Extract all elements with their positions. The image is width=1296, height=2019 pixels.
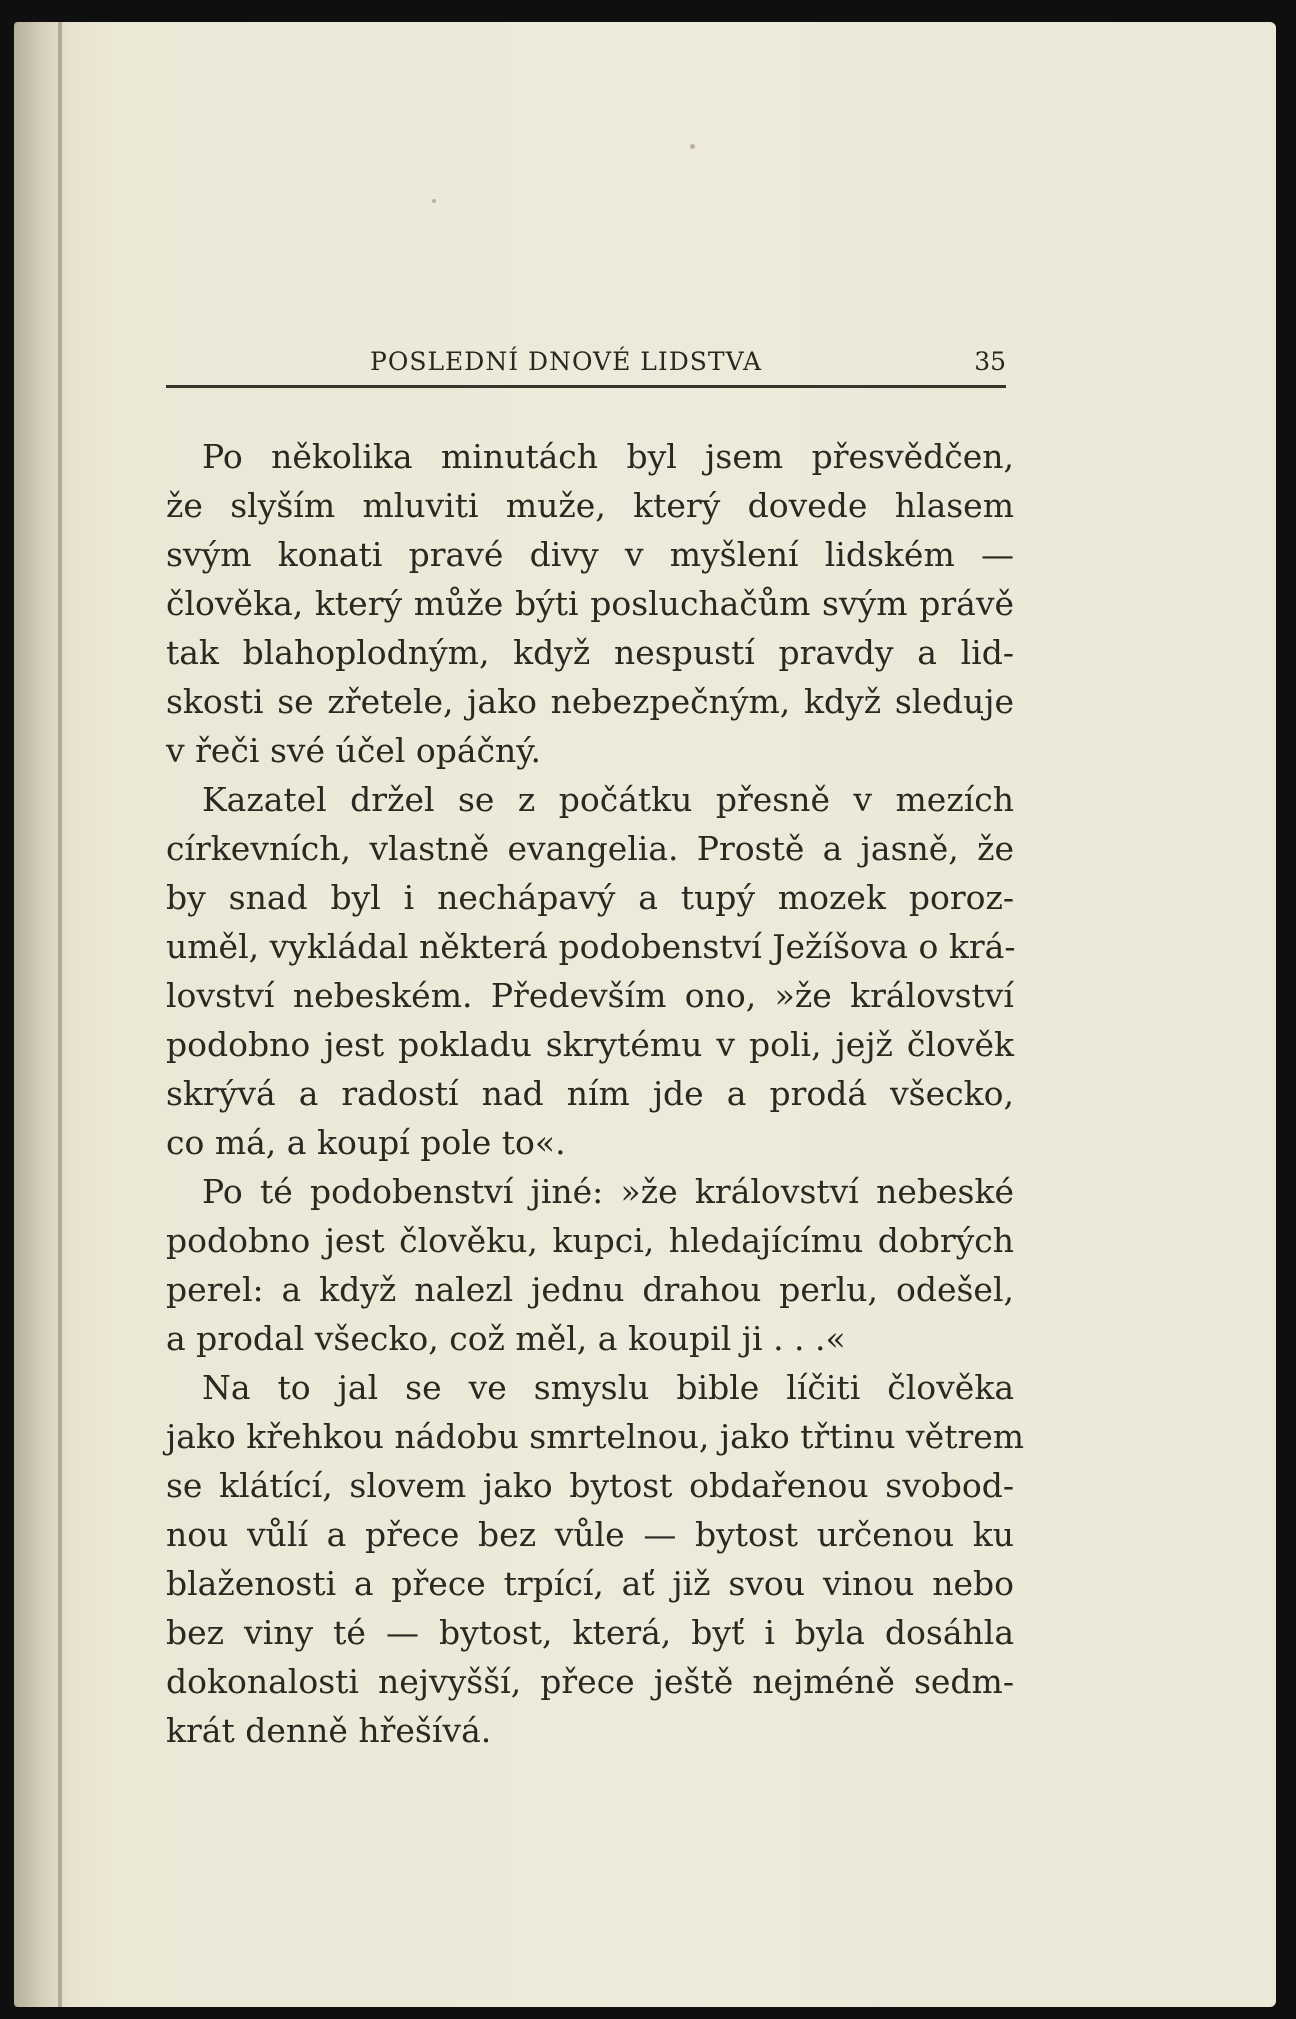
text-line: uměl, vykládal některá podobenství Ježíšova o krá- (166, 927, 1016, 966)
paper-speck (432, 199, 436, 203)
text-line: nou vůlí a přece bez vůle — bytost určenou ku (166, 1515, 1014, 1554)
paragraph (166, 1363, 1025, 1755)
text-line: že slyším mluviti muže, který dovede hlasem (166, 486, 1014, 525)
text-line: bez viny té — bytost, která, byť i byla dosáhla (166, 1613, 1014, 1652)
text-line: co má, a koupí pole to«. (166, 1123, 566, 1162)
text-line: svým konati pravé divy v myšlení lidském — (166, 535, 1014, 574)
text-line: skosti se zřetele, jako nebezpečným, když sleduje (166, 682, 1014, 721)
text-line: podobno jest člověku, kupci, hledajícímu dobrých (166, 1221, 1014, 1260)
text-line: Po té podobenství jiné: »že království nebeské (202, 1172, 1014, 1211)
text-line: blaženosti a přece trpící, ať již svou vinou nebo (166, 1564, 1014, 1603)
text-line: dokonalosti nejvyšší, přece ještě nejméně sedm- (166, 1662, 1014, 1701)
text-line: člověka, který může býti posluchačům svým právě (166, 584, 1014, 623)
paragraph (166, 775, 1014, 1167)
page-number: 35 (974, 347, 1006, 376)
paragraph (166, 432, 1014, 775)
text-line: církevních, vlastně evangelia. Prostě a jasně, že (166, 829, 1014, 868)
text-line: a prodal všecko, což měl, a koupil ji . . .« (166, 1319, 846, 1358)
page-fold-line (58, 22, 62, 2007)
text-line: lovství nebeském. Především ono, »že království (166, 976, 1014, 1015)
text-line: Kazatel držel se z počátku přesně v mezích (202, 780, 1014, 819)
text-line: skrývá a radostí nad ním jde a prodá všecko, (166, 1074, 1014, 1113)
text-line: Na to jal se ve smyslu bible líčiti člověka (202, 1368, 1014, 1407)
paragraph (166, 1167, 1014, 1363)
text-line: v řeči své účel opáčný. (166, 731, 542, 770)
text-line: by snad byl i nechápavý a tupý mozek poroz- (166, 878, 1014, 917)
header-rule (166, 385, 1006, 388)
text-line: tak blahoplodným, když nespustí pravdy a lid- (166, 633, 1014, 672)
text-line: se klátící, slovem jako bytost obdařenou svobod- (166, 1466, 1014, 1505)
page-gutter-shadow (14, 22, 74, 2007)
text-line: podobno jest pokladu skrytému v poli, jejž člověk (166, 1025, 1014, 1064)
text-line: krát denně hřešívá. (166, 1711, 492, 1750)
running-header (166, 343, 1006, 383)
text-line: perel: a když nalezl jednu drahou perlu, odešel, (166, 1270, 1014, 1309)
paper-speck (690, 144, 695, 149)
running-title: POSLEDNÍ DNOVÉ LIDSTVA (370, 347, 762, 376)
page-body (166, 432, 1025, 1755)
text-line: Po několika minutách byl jsem přesvědčen, (202, 437, 1014, 476)
text-line: jako křehkou nádobu smrtelnou, jako třtinu větrem (166, 1417, 1025, 1456)
